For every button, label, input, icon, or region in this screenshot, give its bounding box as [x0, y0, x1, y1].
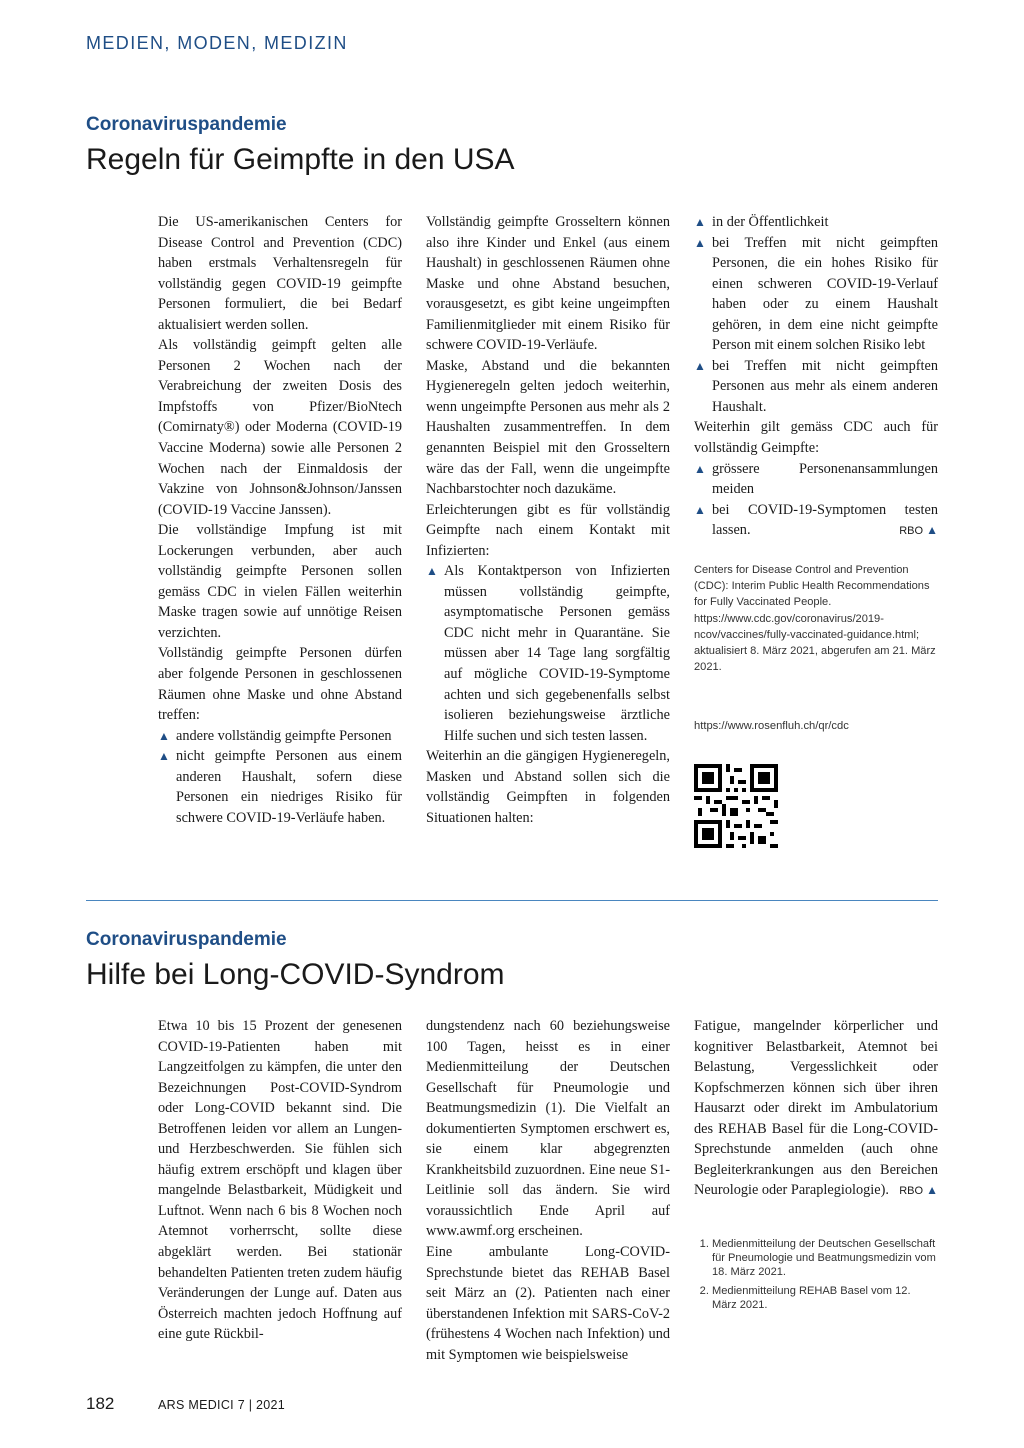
triangle-bullet-icon: ▲	[158, 749, 170, 764]
triangle-bullet-icon: ▲	[694, 235, 706, 250]
paragraph: Erleichterungen gibt es für vollständig Geimpfte nach einem Kontakt mit Infizierten:	[426, 501, 670, 559]
paragraph: Vollständig geimpfte Grosseltern können also ihre Kinder und Enkel (aus einem Haushalt) in geschlossenen Räumen ohne Maske und ohne Abstand besuchen, vorausgesetzt, es gibt keine ungeimpften Familienmitglieder mit einem Risiko für schwere COVID-19-Verläufe.	[426, 214, 670, 354]
qr-url[interactable]: https://www.rosenfluh.ch/qr/cdc	[694, 720, 849, 732]
author-tag: RBO ▲	[899, 1183, 938, 1198]
triangle-bullet-icon: ▲	[694, 502, 706, 517]
bullet-list	[426, 561, 670, 746]
paragraph: Weiterhin gilt gemäss CDC auch für vollständig Geimpfte:	[694, 419, 938, 457]
article2-column-1	[158, 1016, 402, 1345]
paragraph: Maske, Abstand und die bekannten Hygieneregeln gelten jedoch weiterhin, wenn ungeimpfte Personen aus mehr als 2 Haushalten zusammentreffen. In dem genannten Beispiel mit den Grosseltern wäre das der Fall, wenn die ungeimpfte Nachbarstochter noch dazukäme.	[426, 357, 670, 498]
page-number: 182	[86, 1394, 115, 1413]
article2-title: Hilfe bei Long-COVID-Syndrom	[86, 958, 505, 991]
bullet-list	[694, 212, 938, 417]
paragraph: Die US-amerikanischen Centers for Disease Control and Prevention (CDC) haben erstmals Verhaltensregeln für vollständig gegen COVID-19 geimpfte Personen formuliert, die bei Bedarf aktualisiert werden sollen.	[158, 214, 402, 333]
article1-title: Regeln für Geimpfte in den USA	[86, 143, 515, 176]
paragraph: dungstendenz nach 60 beziehungsweise 100 Tagen, heisst es in einer Medienmitteilung der Deutschen Gesellschaft für Pneumologie und Beatmungsmedizin (1). Die Vielfalt an dokumentierten Symptomen erschwert es, sie einem klar abgegrenzten Krankheitsbild zuzuordnen. Eine neue S1-Leitlinie soll das ändern. Sie wird voraussichtlich Ende April auf www.awmf.org erscheinen.	[426, 1018, 670, 1240]
triangle-bullet-icon: ▲	[694, 215, 706, 229]
triangle-bullet-icon: ▲	[426, 564, 438, 579]
paragraph: Etwa 10 bis 15 Prozent der genesenen COVID-19-Patienten haben mit Langzeitfolgen zu kämpfen, die unter den Bezeichnungen Post-COVID-Syndrom oder Long-COVID bekannt sind. Die Betroffenen leiden vor allem an Lungen- und Herzbeschwerden. Sie fühlen sich häufig extrem erschöpft und klagen über mangelnde Belastbarkeit, Müdigkeit und Luftnot. Wenn nach 6 bis 8 Wochen noch Atemnot vorherrscht, sollte diese abgeklärt werden. Bei stationär behandelten Patienten treten zudem häufig Veränderungen der Lunge auf. Daten aus Österreich machten jedoch Hoffnung auf eine gute Rückbil-	[158, 1018, 402, 1343]
paragraph: Die vollständige Impfung ist mit Lockerungen verbunden, aber auch vollständig geimpfte Personen sollen gemäss CDC in vielen Fällen weiterhin Maske tragen sowie auf unnötige Reisen verzichten.	[158, 522, 402, 641]
list-item: ▲ grössere Personenansammlungen meiden	[694, 460, 938, 498]
section-header: MEDIEN, MODEN, MEDIZIN	[86, 33, 348, 53]
list-item: ▲ Als Kontaktperson von Infizierten müssen vollständig geimpfte, asymptomatische Personen gemäss CDC nicht mehr in Quarantäne. Sie müssen aber 14 Tage lang sorgfältig auf mögliche COVID-19-Symptome achten und sich gegebenenfalls selbst isolieren beziehungsweise ärztliche Hilfe suchen und sich testen lassen.	[426, 563, 670, 744]
list-item: ▲ nicht geimpfte Personen aus einem anderen Haushalt, sofern diese Personen ein niedriges Risiko für schwere COVID-19-Verläufe haben.	[158, 748, 402, 826]
article1-column-3	[694, 212, 938, 542]
list-item: ▲ bei Treffen mit nicht geimpften Personen, die ein hohes Risiko für einen schweren COVID-19-Verlauf haben oder zu einem Haushalt gehören, in dem eine nicht geimpfte Person mit einem solchen Risiko lebt	[694, 234, 938, 354]
paragraph: Vollständig geimpfte Personen dürfen aber folgende Personen in geschlossenen Räumen ohne Maske und ohne Abstand treffen:	[158, 645, 402, 724]
journal-name: ARS MEDICI 7 | 2021	[158, 1398, 286, 1412]
article1-column-2	[426, 212, 670, 828]
paragraph: Eine ambulante Long-COVID-Sprechstunde bietet das REHAB Basel seit März an (2). Patienten nach einer überstandenen Infektion mit SARS-CoV-2 (frühestens 4 Wochen nach Infektion) und mit Symptomen wie beispielsweise	[426, 1244, 670, 1363]
reference-item: 1. Medienmitteilung der Deutschen Gesellschaft für Pneumologie und Beatmungsmedizin vom 18. März 2021.	[712, 1237, 938, 1280]
triangle-bullet-icon: ▲	[158, 728, 170, 743]
article1-column-1	[158, 212, 402, 828]
list-item: ▲ bei Treffen mit nicht geimpften Personen aus mehr als einem anderen Haushalt.	[694, 357, 938, 415]
article1-kicker: Coronaviruspandemie	[86, 114, 287, 135]
reference-item: 2. Medienmitteilung REHAB Basel vom 12. März 2021.	[712, 1284, 938, 1312]
triangle-end-icon: ▲	[926, 1183, 938, 1198]
bullet-list	[158, 726, 402, 829]
list-item: ▲ andere vollständig geimpfte Personen	[158, 726, 402, 747]
article2-kicker: Coronaviruspandemie	[86, 929, 287, 950]
paragraph: Fatigue, mangelnder körperlicher und kognitiver Belastbarkeit, Atemnot bei Belastung, Vergesslichkeit oder Kopfschmerzen können sich über ihren Hausarzt oder direkt im Ambulatorium des REHAB Basel für die Long-COVID-Sprechstunde anmelden (auch ohne Begleiterkrankungen aus den Bereichen Neurologie oder Paraplegiologie). RBO ▲	[694, 1016, 938, 1201]
article2-column-2	[426, 1016, 670, 1365]
source-note: Centers for Disease Control and Prevention (CDC): Interim Public Health Recommendations for Fully Vaccinated People. https://www.cdc.gov/coronavirus/2019-ncov/vaccines/fully-vaccinated-guidance.html; aktualisiert 8. März 2021, abgerufen am 21. März 2021.	[694, 564, 936, 674]
author-tag: RBO ▲	[899, 523, 938, 538]
section-divider	[86, 900, 938, 901]
article2-column-3	[694, 1016, 938, 1202]
list-item: ▲ in der Öffentlichkeit	[694, 212, 938, 233]
triangle-bullet-icon: ▲	[694, 358, 706, 373]
list-item: ▲ bei COVID-19-Symptomen testen lassen. RBO ▲	[694, 500, 938, 541]
references	[694, 1237, 938, 1316]
qr-code-icon[interactable]	[694, 764, 778, 848]
triangle-bullet-icon: ▲	[694, 461, 706, 476]
paragraph: Weiterhin an die gängigen Hygieneregeln, Masken und Abstand sollen sich die vollständig Geimpften in folgenden Situationen halten:	[426, 748, 670, 826]
bullet-list	[694, 459, 938, 541]
paragraph: Als vollständig geimpft gelten alle Personen 2 Wochen nach der Verabreichung der zweiten Dosis des Impfstoffs von Pfizer/BioNtech (Comirnaty®) oder Moderna (COVID-19 Vaccine Moderna) sowie alle Personen 2 Wochen nach der Einmaldosis der Vakzine von Johnson&Johnson/Janssen (COVID-19 Vaccine Janssen).	[158, 337, 402, 518]
triangle-end-icon: ▲	[926, 523, 938, 538]
